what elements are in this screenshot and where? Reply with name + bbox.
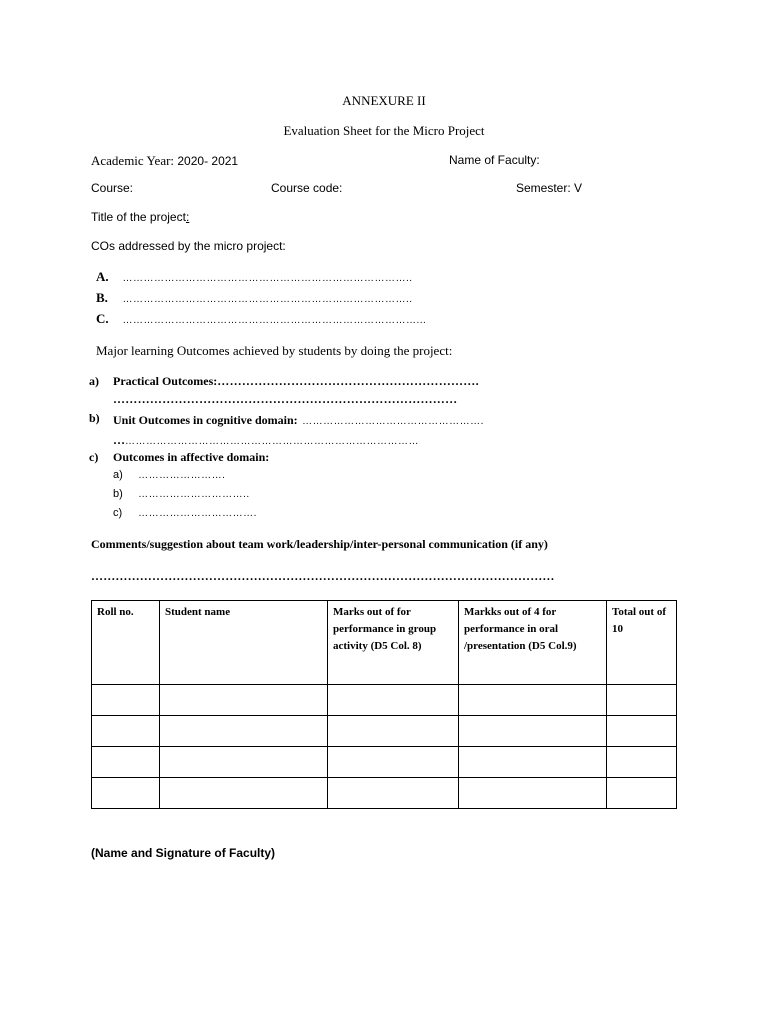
semester <box>516 181 582 195</box>
table-cell[interactable] <box>607 747 677 778</box>
outcome-a-dots-line2: ………………………………………………………………………… <box>113 392 458 406</box>
outcome-a-label: Practical Outcomes: <box>113 374 218 388</box>
table-cell[interactable] <box>160 747 328 778</box>
table-row <box>92 716 677 747</box>
outcome-b-dots-line2: ………………………………………………………………………… <box>125 436 419 447</box>
academic-year-label: Academic Year: <box>91 153 175 168</box>
table-cell[interactable] <box>459 778 607 809</box>
marks-table <box>91 600 677 809</box>
outcome-a-dots: ………………………………………………………. <box>217 374 479 388</box>
co-item-b <box>96 289 413 307</box>
affective-item-c <box>113 507 257 519</box>
table-cell[interactable] <box>328 747 459 778</box>
table-cell[interactable] <box>160 685 328 716</box>
outcome-a <box>113 374 479 389</box>
co-dots: ……………………………………………………………………….. <box>122 273 413 284</box>
affective-marker: b) <box>113 488 123 500</box>
outcome-a-marker: a) <box>89 374 99 388</box>
co-letter: A. <box>96 269 109 284</box>
table-cell[interactable] <box>459 747 607 778</box>
table-cell[interactable] <box>160 778 328 809</box>
header-student-name: Student name <box>160 601 328 685</box>
affective-marker: a) <box>113 469 123 481</box>
outcome-b-label: Unit Outcomes in cognitive domain: <box>113 413 298 427</box>
table-cell[interactable] <box>328 685 459 716</box>
table-cell[interactable] <box>459 685 607 716</box>
annexure-heading: ANNEXURE II <box>342 93 426 108</box>
faculty-signature: (Name and Signature of Faculty) <box>91 846 276 860</box>
outcome-b-dots-lead: … <box>113 433 125 447</box>
page-title: Evaluation Sheet for the Micro Project <box>283 123 485 138</box>
table-cell[interactable] <box>328 778 459 809</box>
table-cell[interactable] <box>92 778 160 809</box>
course-code-label: Course code: <box>271 181 343 195</box>
table-cell[interactable] <box>92 716 160 747</box>
semester-value: V <box>574 181 583 195</box>
table-cell[interactable] <box>328 716 459 747</box>
course-label: Course: <box>91 181 134 195</box>
table-cell[interactable] <box>160 716 328 747</box>
table-cell[interactable] <box>92 747 160 778</box>
table-cell[interactable] <box>607 778 677 809</box>
header-total: Total out of 10 <box>607 601 677 685</box>
outcomes-heading: Major learning Outcomes achieved by students by doing the project: <box>96 343 453 358</box>
table-cell[interactable] <box>607 716 677 747</box>
affective-dots: ……………………. <box>138 470 226 481</box>
affective-item-a <box>113 469 225 481</box>
comments-label: Comments/suggestion about team work/leadership/inter-personal communication (if any) <box>91 537 548 551</box>
affective-dots: ……………………………. <box>138 508 257 519</box>
academic-year-value: 2020- 2021 <box>177 154 239 168</box>
co-letter: B. <box>96 290 108 305</box>
co-dots: ……………………………………………………………………….. <box>122 294 413 305</box>
semester-label: Semester: <box>516 181 571 195</box>
table-row <box>92 685 677 716</box>
outcome-b-line2 <box>113 431 419 449</box>
table-cell[interactable] <box>459 716 607 747</box>
table-row <box>92 747 677 778</box>
table-cell[interactable] <box>92 685 160 716</box>
comments-dots: …………………………………………………………………………………………………… <box>91 569 555 583</box>
outcome-c-label: Outcomes in affective domain: <box>113 450 270 464</box>
header-oral-presentation: Markks out of 4 for performance in oral /presentation (D5 Col.9) <box>459 601 607 685</box>
table-header-row <box>92 601 677 685</box>
project-title-line <box>91 210 189 224</box>
affective-marker: c) <box>113 507 123 519</box>
co-item-a <box>96 268 413 286</box>
header-roll-no: Roll no. <box>92 601 160 685</box>
table-row <box>92 778 677 809</box>
co-item-c <box>96 310 426 328</box>
project-title-label: Title of the project <box>91 210 186 224</box>
outcome-b <box>113 411 484 429</box>
project-title-colon: : <box>185 210 190 224</box>
outcome-b-marker: b) <box>89 411 100 425</box>
affective-dots: ………………………….. <box>138 489 250 500</box>
co-letter: C. <box>96 311 109 326</box>
outcome-b-dots: ……………………………………………. <box>302 416 484 427</box>
header-group-activity: Marks out of for performance in group activity (D5 Col. 8) <box>328 601 459 685</box>
co-dots: …………………………………………………………………………... <box>122 315 427 326</box>
affective-item-b <box>113 488 250 500</box>
outcome-c-marker: c) <box>89 450 99 464</box>
academic-year <box>91 153 238 169</box>
cos-label: COs addressed by the micro project: <box>91 239 286 253</box>
faculty-label: Name of Faculty: <box>449 153 540 167</box>
table-cell[interactable] <box>607 685 677 716</box>
